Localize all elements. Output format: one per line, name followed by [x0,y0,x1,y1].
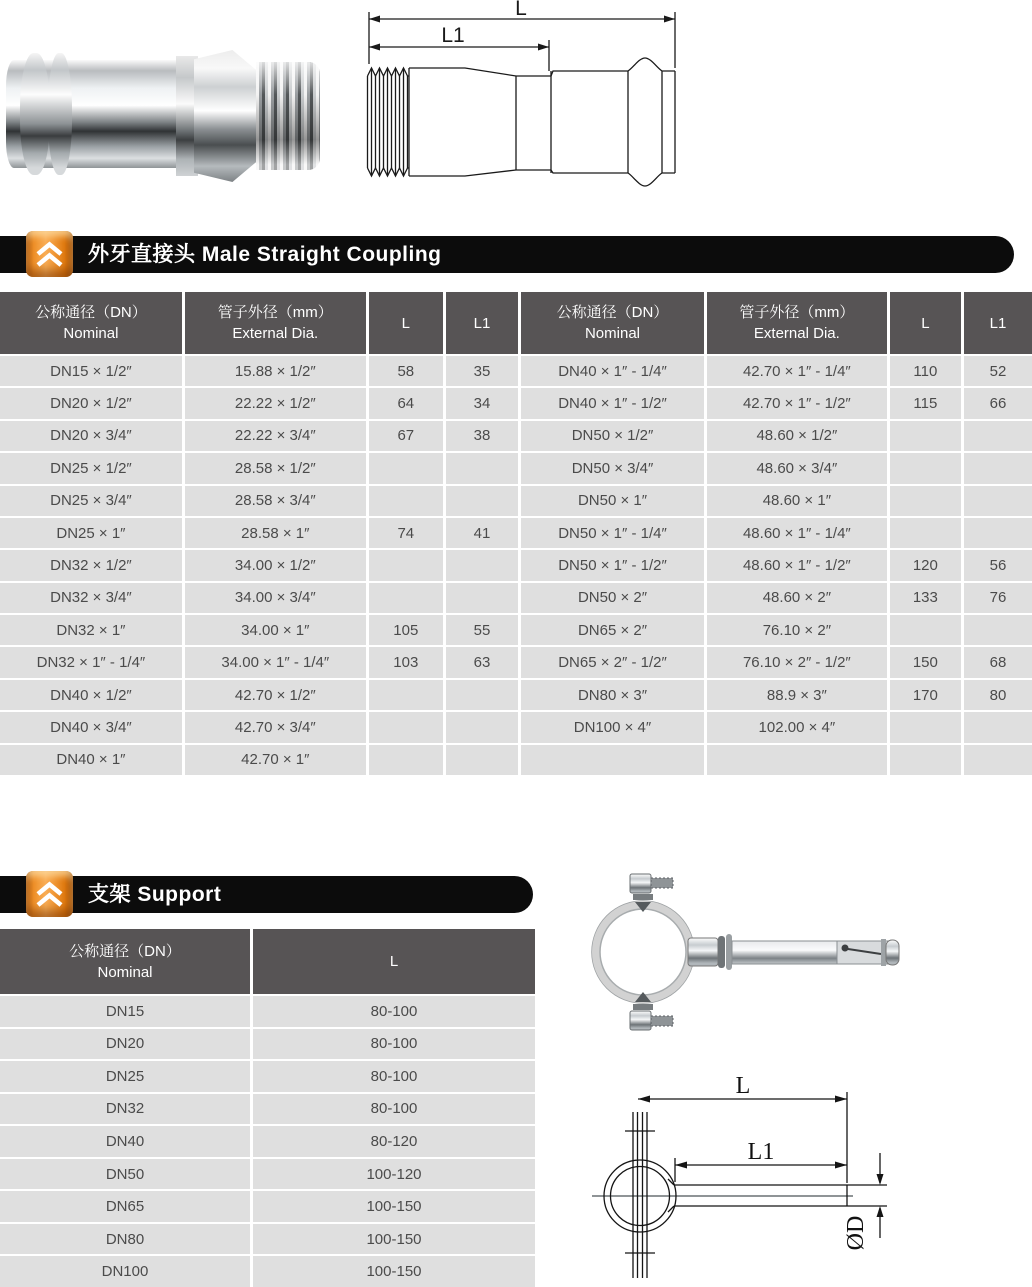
table-cell: 34.00 × 1/2″ [185,550,366,580]
table-cell: 100-150 [253,1256,535,1287]
col-header-L [890,292,961,354]
header-zh: 管子外径（mm） [217,304,333,321]
header-label: L [921,314,930,332]
table-cell [446,486,518,516]
table-cell [446,550,518,580]
photo-male-thread [256,62,320,170]
table-cell: 34.00 × 3/4″ [185,583,366,613]
table-cell: DN40 × 1/2″ [0,680,182,710]
table-cell: 28.58 × 1″ [185,518,366,548]
support-section-banner [0,876,533,913]
table-cell: DN25 × 3/4″ [0,486,182,516]
table-cell: DN15 × 1/2″ [0,356,182,386]
table-cell: DN100 × 4″ [521,712,704,742]
table-cell [369,583,443,613]
header-en: Nominal [584,325,640,342]
table-cell: 100-150 [253,1191,535,1222]
table-cell: DN40 × 1″ [0,745,182,775]
table-cell: 64 [369,388,443,418]
col-header-external-dia [707,292,887,354]
col-header-L1 [446,292,518,354]
coupling-product-photo [6,50,332,182]
table-cell: 48.60 × 1/2″ [707,421,887,451]
table-cell: 38 [446,421,518,451]
table-cell: DN65 × 2″ - 1/2″ [521,647,704,677]
table-cell: 76.10 × 2″ [707,615,887,645]
coupling-dimension-drawing [353,0,693,195]
table-cell: 42.70 × 1″ - 1/4″ [707,356,887,386]
col-header-nominal [0,929,250,994]
dim-label-L: L [515,0,527,20]
table-cell: 133 [890,583,961,613]
dim-label-L1: L1 [747,1139,775,1165]
table-cell: 120 [890,550,961,580]
table-cell [446,583,518,613]
table-cell [964,486,1032,516]
col-header-nominal [521,292,704,354]
col-header-L1 [964,292,1032,354]
coupling-spec-table [0,292,1032,775]
table-cell: 42.70 × 1″ [185,745,366,775]
table-cell [964,745,1032,775]
table-cell [369,745,443,775]
coupling-section-title: 外牙直接头 Male Straight Coupling [88,243,442,266]
col-header-L [369,292,443,354]
table-cell [446,745,518,775]
photo-press-bead [48,53,72,175]
table-cell: 80-100 [253,1094,535,1125]
col-header-L [253,929,535,994]
col-header-nominal [0,292,182,354]
table-cell: DN40 × 3/4″ [0,712,182,742]
header-label: L [389,953,399,970]
table-cell: 56 [964,550,1032,580]
table-cell [890,712,961,742]
table-cell: DN40 × 1″ - 1/2″ [521,388,704,418]
col-header-external-dia [185,292,366,354]
table-cell: DN20 × 3/4″ [0,421,182,451]
table-cell: 88.9 × 3″ [707,680,887,710]
table-cell: DN32 × 1″ [0,615,182,645]
table-cell [446,453,518,483]
table-cell: DN50 × 2″ [521,583,704,613]
table-cell: DN65 [0,1191,250,1222]
table-cell [964,421,1032,451]
table-cell [446,680,518,710]
table-cell: DN50 × 1/2″ [521,421,704,451]
table-cell: 42.70 × 3/4″ [185,712,366,742]
table-cell: 42.70 × 1″ - 1/2″ [707,388,887,418]
table-cell: DN40 × 1″ - 1/4″ [521,356,704,386]
table-cell [369,550,443,580]
header-en: External Dia. [753,325,840,342]
table-cell: 170 [890,680,961,710]
photo-hex-nut [194,50,256,182]
header-en: External Dia. [232,325,319,342]
table-cell: 110 [890,356,961,386]
header-en: Nominal [97,963,153,981]
table-cell: 48.60 × 1″ [707,486,887,516]
header-label: L1 [473,314,491,332]
table-cell: 15.88 × 1/2″ [185,356,366,386]
table-cell [369,486,443,516]
dim-label-L1: L1 [441,24,465,47]
table-cell: 22.22 × 1/2″ [185,388,366,418]
table-cell: DN32 × 1″ - 1/4″ [0,647,182,677]
table-cell: DN50 [0,1159,250,1190]
table-cell: DN50 × 1″ - 1/2″ [521,550,704,580]
table-cell: 28.58 × 1/2″ [185,453,366,483]
table-cell: 22.22 × 3/4″ [185,421,366,451]
header-zh: 公称通径（DN） [69,942,181,960]
table-cell: DN25 [0,1061,250,1092]
table-cell: 80-100 [253,1061,535,1092]
table-cell: 48.60 × 2″ [707,583,887,613]
table-cell [369,680,443,710]
table-cell [369,712,443,742]
table-cell: 55 [446,615,518,645]
table-cell: 76 [964,583,1032,613]
table-cell: DN20 [0,1029,250,1060]
table-cell: 34 [446,388,518,418]
table-cell: 74 [369,518,443,548]
table-cell [890,486,961,516]
table-cell: 58 [369,356,443,386]
support-dimension-drawing [585,1075,1032,1287]
table-cell: DN20 × 1/2″ [0,388,182,418]
table-cell: DN50 × 1″ [521,486,704,516]
table-cell: 28.58 × 3/4″ [185,486,366,516]
table-cell: DN80 × 3″ [521,680,704,710]
table-cell: 48.60 × 1″ - 1/4″ [707,518,887,548]
table-cell: 150 [890,647,961,677]
header-en: Nominal [63,325,119,342]
table-cell [964,453,1032,483]
table-cell: 100-120 [253,1159,535,1190]
table-cell: 63 [446,647,518,677]
table-cell: 34.00 × 1″ - 1/4″ [185,647,366,677]
dim-label-diameter: ØD [843,1215,869,1251]
dim-label-L: L [735,1075,751,1099]
table-cell: 105 [369,615,443,645]
table-cell: 100-150 [253,1224,535,1255]
table-cell: DN25 × 1″ [0,518,182,548]
table-cell: DN32 [0,1094,250,1125]
table-cell: 68 [964,647,1032,677]
table-cell: 66 [964,388,1032,418]
header-zh: 管子外径（mm） [739,304,855,321]
table-cell: 80-120 [253,1126,535,1157]
table-cell: 80-100 [253,996,535,1027]
header-zh: 公称通径（DN） [35,304,147,321]
double-chevron-up-icon [26,231,73,277]
table-cell [964,712,1032,742]
table-cell [890,518,961,548]
table-cell [890,615,961,645]
header-label: L [401,314,410,332]
table-cell: DN15 [0,996,250,1027]
table-cell [446,712,518,742]
table-cell: 35 [446,356,518,386]
table-cell: DN32 × 1/2″ [0,550,182,580]
table-cell: 52 [964,356,1032,386]
table-cell [890,745,961,775]
table-cell: 41 [446,518,518,548]
table-cell: 76.10 × 2″ - 1/2″ [707,647,887,677]
photo-press-bead [20,53,50,175]
table-cell: DN100 [0,1256,250,1287]
table-cell: 34.00 × 1″ [185,615,366,645]
table-cell: 67 [369,421,443,451]
support-section-title: 支架 Support [88,883,222,906]
table-cell: 80-100 [253,1029,535,1060]
table-cell [964,615,1032,645]
table-cell: DN32 × 3/4″ [0,583,182,613]
table-cell: 103 [369,647,443,677]
table-cell: DN40 [0,1126,250,1157]
table-cell: DN65 × 2″ [521,615,704,645]
table-cell: DN80 [0,1224,250,1255]
support-spec-table [0,929,535,1287]
table-cell: DN50 × 3/4″ [521,453,704,483]
coupling-section-banner [0,236,1014,273]
table-cell: 115 [890,388,961,418]
table-cell [369,453,443,483]
table-cell: DN25 × 1/2″ [0,453,182,483]
table-cell: DN50 × 1″ - 1/4″ [521,518,704,548]
table-cell [707,745,887,775]
table-cell [964,518,1032,548]
double-chevron-up-icon [26,871,73,917]
table-cell [890,421,961,451]
table-cell: 48.60 × 1″ - 1/2″ [707,550,887,580]
table-cell [890,453,961,483]
header-label: L1 [989,314,1007,332]
table-cell [521,745,704,775]
table-cell: 42.70 × 1/2″ [185,680,366,710]
support-product-photo [575,858,1025,1063]
header-zh: 公称通径（DN） [556,304,669,321]
table-cell: 48.60 × 3/4″ [707,453,887,483]
table-cell: 102.00 × 4″ [707,712,887,742]
table-cell: 80 [964,680,1032,710]
